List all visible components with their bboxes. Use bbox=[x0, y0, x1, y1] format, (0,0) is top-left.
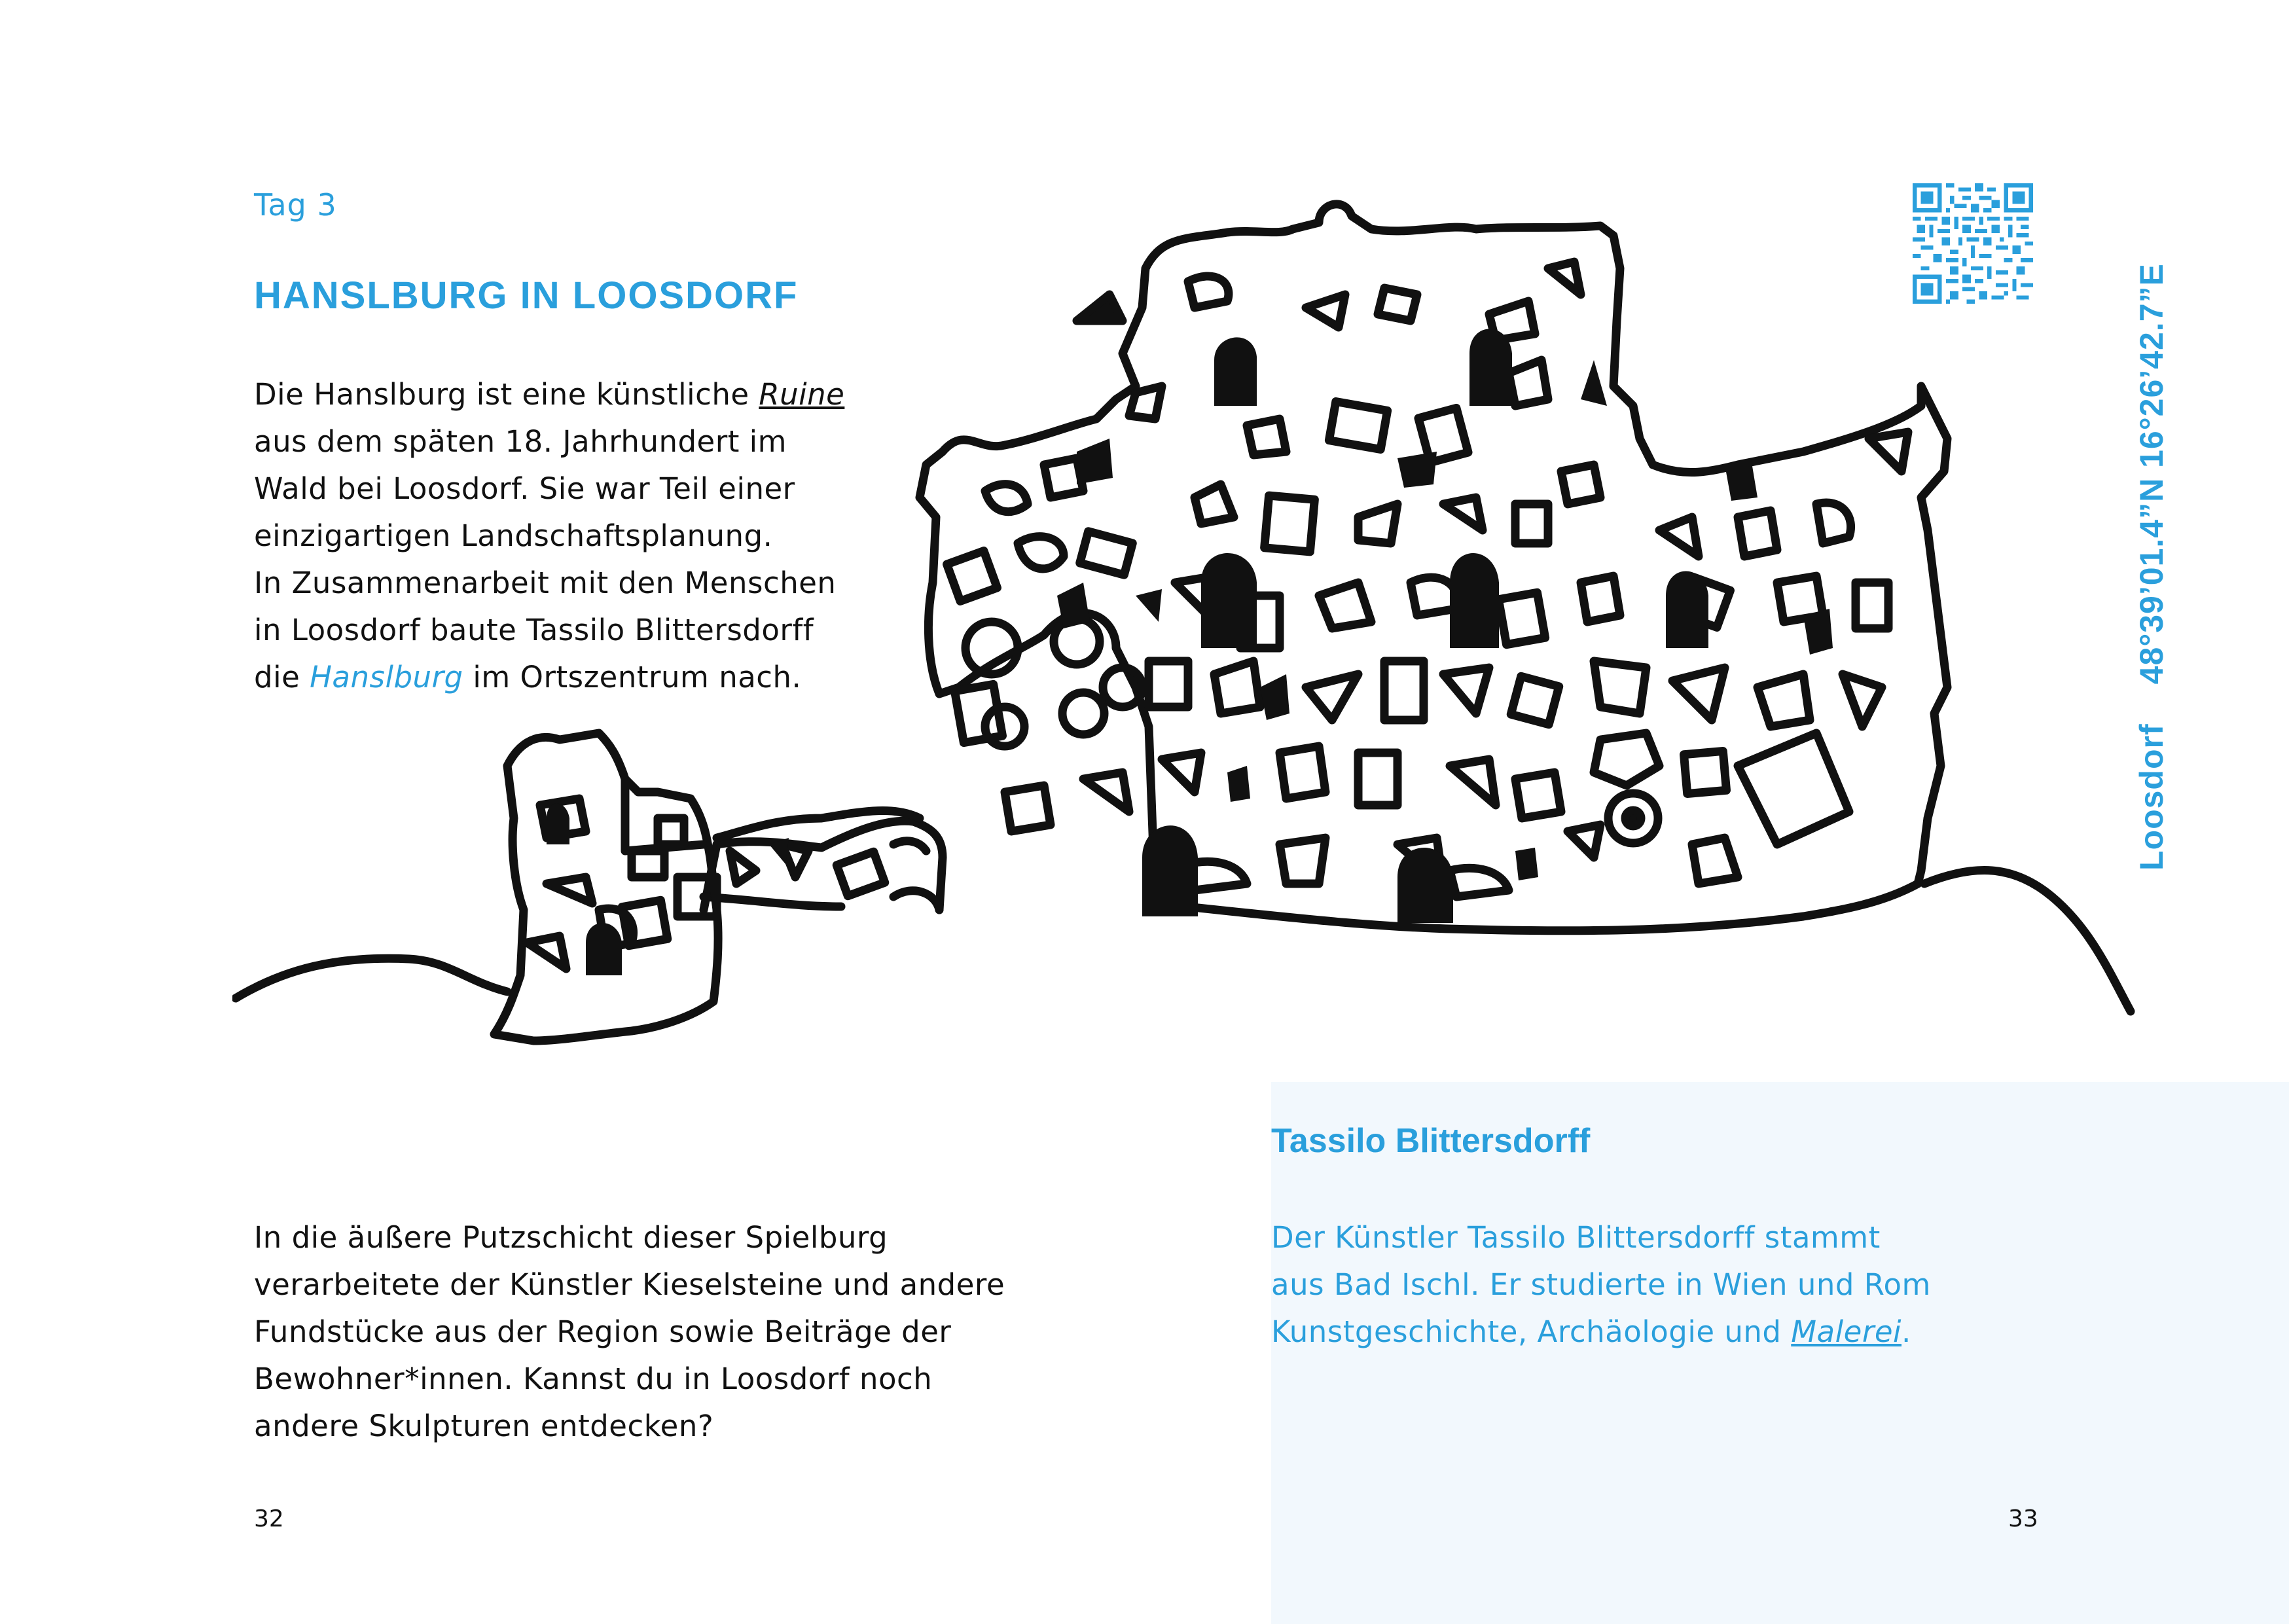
hanslburg-link[interactable]: Hanslburg bbox=[310, 660, 463, 695]
body-text: andere Skulpturen entdecken? bbox=[254, 1409, 714, 1443]
body-paragraph bbox=[254, 1214, 1039, 1450]
intro-text: in Loosdorf baute Tassilo Blittersdorff bbox=[254, 613, 814, 647]
page-title: HANSLBURG IN LOOSDORF bbox=[254, 274, 799, 317]
sidebar-text: Kunstgeschichte, Archäologie und bbox=[1271, 1314, 1792, 1349]
sidebar-text: aus Bad Ischl. Er studierte in Wien und Rom bbox=[1271, 1267, 1931, 1302]
malerei-link[interactable]: Malerei bbox=[1791, 1314, 1902, 1349]
body-text: In die äußere Putzschicht dieser Spielburg bbox=[254, 1220, 888, 1255]
qr-code-icon[interactable] bbox=[1913, 183, 2033, 304]
intro-text: die bbox=[254, 660, 310, 695]
intro-text: Die Hanslburg ist eine künstliche bbox=[254, 377, 759, 412]
body-text: Fundstücke aus der Region sowie Beiträge der bbox=[254, 1314, 952, 1349]
sidebar-text: Der Künstler Tassilo Blittersdorff stammt bbox=[1271, 1220, 1881, 1255]
ruine-link[interactable]: Ruine bbox=[759, 377, 845, 412]
intro-text: aus dem späten 18. Jahrhundert im bbox=[254, 424, 787, 459]
intro-text: Wald bei Loosdorf. Sie war Teil einer bbox=[254, 471, 795, 506]
intro-text: In Zusammenarbeit mit den Menschen bbox=[254, 566, 837, 600]
location-label: Loosdorf bbox=[2133, 723, 2170, 871]
body-text: Bewohner*innen. Kannst du in Loosdorf noch bbox=[254, 1362, 933, 1396]
day-label: Tag 3 bbox=[254, 187, 337, 223]
castle-illustration bbox=[232, 190, 2163, 1074]
sidebar-heading: Tassilo Blittersdorff bbox=[1271, 1122, 1591, 1160]
body-text: verarbeitete der Künstler Kieselsteine und andere bbox=[254, 1267, 1005, 1302]
coordinates-label: 48°39’01.4”N 16°26’42.7”E bbox=[2133, 263, 2170, 685]
sidebar-paragraph bbox=[1271, 1214, 1991, 1356]
intro-text: einzigartigen Landschaftsplanung. bbox=[254, 518, 773, 553]
page-number-left: 32 bbox=[254, 1506, 284, 1532]
page-number-right: 33 bbox=[2008, 1506, 2038, 1532]
sidebar-text: . bbox=[1901, 1314, 1911, 1349]
location-coordinates bbox=[2133, 263, 2171, 871]
intro-text: im Ortszentrum nach. bbox=[463, 660, 802, 695]
